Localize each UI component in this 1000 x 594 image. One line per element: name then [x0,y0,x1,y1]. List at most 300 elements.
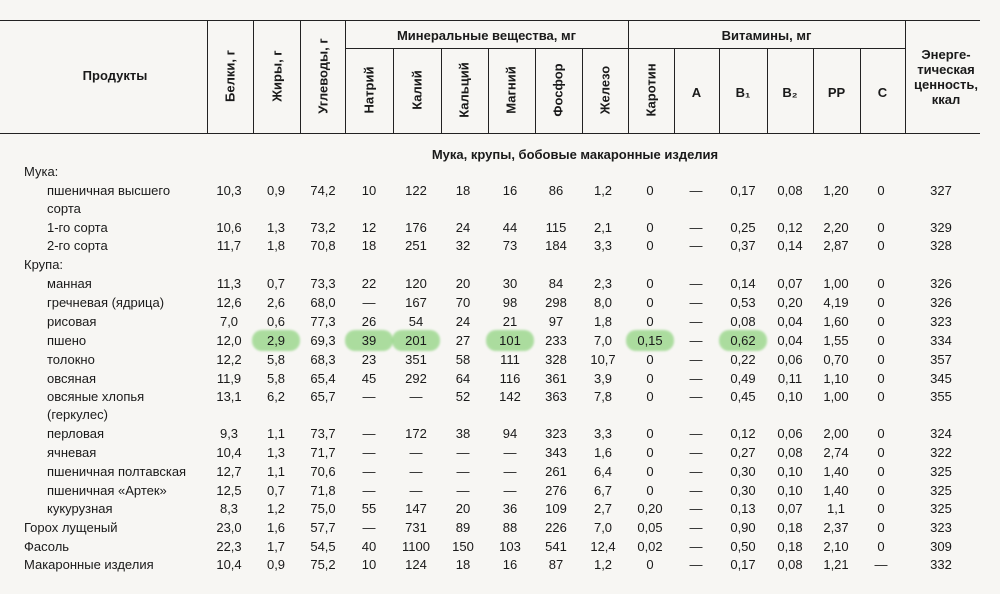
product-name: Макаронные изделия [24,557,154,572]
cell-carotene: 0 [646,445,654,460]
cell-vitPP: 1,00 [823,276,849,291]
cell-vitC: 0 [877,183,885,198]
cell-calcium: 70 [455,295,471,310]
table-row [0,389,1000,407]
cell-magnesium: 16 [502,183,518,198]
cell-carbs: 75,2 [310,557,336,572]
cell-energy: 325 [930,501,952,516]
cell-vitB1: 0,14 [730,276,756,291]
cell-magnesium: 98 [502,295,518,310]
header-sodium: Натрий [361,66,377,114]
product-name: манная [47,276,92,291]
cell-energy: 323 [930,314,952,329]
cell-carotene: 0 [646,183,654,198]
header-vit-b2: B₂ [782,85,798,100]
cell-energy: 357 [930,352,952,367]
cell-protein: 12,6 [216,295,242,310]
cell-vitC: 0 [877,539,885,554]
cell-potassium: 124 [405,557,427,572]
table-row [0,557,1000,575]
col-rule [441,48,442,133]
cell-protein: 9,3 [219,426,239,441]
table-row [0,539,1000,557]
cell-iron: 6,4 [593,464,613,479]
cell-vitB1: 0,17 [730,183,756,198]
cell-iron: 3,9 [593,371,613,386]
cell-iron: 3,3 [593,238,613,253]
cell-potassium: 201 [405,333,427,348]
cell-vitA: — [689,220,703,235]
product-name: пшено [47,333,87,348]
cell-vitB1: 0,12 [730,426,756,441]
cell-phosphorus: 87 [548,557,564,572]
cell-vitA: — [689,314,703,329]
cell-carbs: 65,7 [310,389,336,404]
header-bottom-rule [0,133,980,134]
cell-fat: 0,9 [266,183,286,198]
cell-vitA: — [689,426,703,441]
cell-carotene: 0 [646,464,654,479]
cell-vitB2: 0,11 [777,371,803,386]
cell-vitPP: 2,00 [823,426,849,441]
cell-vitA: — [689,445,703,460]
cell-iron: 1,6 [593,445,613,460]
cell-vitPP: 1,20 [823,183,849,198]
cell-sodium: 22 [361,276,377,291]
cell-calcium: 64 [455,371,471,386]
cell-carotene: 0 [646,314,654,329]
cell-vitA: — [689,389,703,404]
header-vit-a: А [691,85,702,100]
cell-carbs: 73,2 [310,220,336,235]
col-rule [253,20,254,133]
cell-phosphorus: 97 [548,314,564,329]
cell-magnesium: — [503,445,517,460]
cell-vitPP: 0,70 [823,352,849,367]
cell-calcium: 89 [455,520,471,535]
cell-fat: 0,6 [266,314,286,329]
cell-vitB2: 0,10 [777,389,803,404]
cell-carotene: 0,05 [637,520,663,535]
cell-carotene: 0 [646,371,654,386]
cell-vitC: 0 [877,295,885,310]
cell-fat: 1,6 [266,520,286,535]
cell-magnesium: 101 [499,333,521,348]
cell-phosphorus: 363 [545,389,567,404]
cell-vitB2: 0,10 [777,464,803,479]
cell-calcium: 24 [455,314,471,329]
cell-vitB2: 0,18 [777,539,803,554]
cell-phosphorus: 184 [545,238,567,253]
cell-vitB1: 0,45 [730,389,756,404]
table-row [0,483,1000,501]
cell-potassium: — [409,483,423,498]
header-carbs: Углеводы, г [315,38,331,114]
cell-vitB1: 0,50 [730,539,756,554]
cell-vitB2: 0,08 [777,183,803,198]
product-name: пшеничная «Артек» [47,483,167,498]
cell-potassium: 167 [405,295,427,310]
cell-vitB1: 0,13 [730,501,756,516]
col-rule [535,48,536,133]
cell-vitB2: 0,12 [777,220,803,235]
cell-vitA: — [689,464,703,479]
cell-vitPP: 1,21 [823,557,849,572]
cell-potassium: 120 [405,276,427,291]
cell-energy: 323 [930,520,952,535]
cell-protein: 23,0 [216,520,242,535]
cell-vitC: 0 [877,464,885,479]
product-name: кукурузная [47,501,113,516]
cell-magnesium: 142 [499,389,521,404]
cell-vitB2: 0,10 [777,483,803,498]
table-row [0,257,1000,275]
cell-carotene: 0 [646,220,654,235]
cell-protein: 11,3 [216,276,242,291]
product-name: сорта [47,201,81,216]
cell-calcium: 58 [455,352,471,367]
cell-carbs: 77,3 [310,314,336,329]
cell-protein: 12,2 [216,352,242,367]
cell-energy: 327 [930,183,952,198]
cell-protein: 8,3 [219,501,239,516]
cell-magnesium: 36 [502,501,518,516]
cell-fat: 6,2 [266,389,286,404]
cell-vitB2: 0,08 [777,445,803,460]
cell-sodium: 23 [361,352,377,367]
cell-potassium: 251 [405,238,427,253]
cell-vitA: — [689,333,703,348]
cell-calcium: 52 [455,389,471,404]
header-vit-c: C [877,85,888,100]
cell-energy: 345 [930,371,952,386]
cell-vitC: 0 [877,333,885,348]
cell-phosphorus: 233 [545,333,567,348]
cell-protein: 13,1 [216,389,242,404]
table-row [0,164,1000,182]
cell-magnesium: — [503,483,517,498]
cell-vitA: — [689,276,703,291]
cell-vitB1: 0,53 [730,295,756,310]
cell-phosphorus: 261 [545,464,567,479]
cell-iron: 1,2 [593,557,613,572]
cell-carbs: 74,2 [310,183,336,198]
cell-fat: 1,3 [266,445,286,460]
cell-carotene: 0,20 [637,501,663,516]
cell-protein: 10,4 [216,445,242,460]
cell-calcium: 32 [455,238,471,253]
cell-vitPP: 1,1 [826,501,846,516]
header-energy-line: тическая [917,62,975,77]
col-rule [207,20,208,133]
cell-vitA: — [689,557,703,572]
cell-vitB1: 0,37 [730,238,756,253]
cell-vitA: — [689,371,703,386]
cell-vitC: 0 [877,276,885,291]
cell-iron: 6,7 [593,483,613,498]
cell-fat: 0,9 [266,557,286,572]
cell-calcium: 24 [455,220,471,235]
cell-vitB1: 0,17 [730,557,756,572]
cell-carbs: 65,4 [310,371,336,386]
cell-fat: 5,8 [266,352,286,367]
cell-carbs: 69,3 [310,333,336,348]
cell-vitPP: 1,60 [823,314,849,329]
header-top-rule [0,20,980,21]
table-row [0,183,1000,201]
cell-fat: 0,7 [266,276,286,291]
cell-magnesium: 94 [502,426,518,441]
cell-vitB2: 0,14 [777,238,803,253]
cell-potassium: — [409,445,423,460]
table-header [0,0,1000,135]
cell-protein: 12,7 [216,464,242,479]
cell-carbs: 71,7 [310,445,336,460]
cell-fat: 1,3 [266,220,286,235]
cell-sodium: 45 [361,371,377,386]
cell-phosphorus: 86 [548,183,564,198]
table-row [0,371,1000,389]
header-phosphorus: Фосфор [550,63,566,117]
cell-vitB1: 0,25 [730,220,756,235]
cell-calcium: 38 [455,426,471,441]
cell-carbs: 54,5 [310,539,336,554]
cell-potassium: 176 [405,220,427,235]
cell-sodium: — [362,426,376,441]
col-rule [300,20,301,133]
header-fat: Жиры, г [269,50,285,102]
cell-iron: 1,8 [593,314,613,329]
product-name: 2-го сорта [47,238,108,253]
cell-iron: 1,2 [593,183,613,198]
product-name: пшеничная полтавская [47,464,187,479]
table-row [0,445,1000,463]
cell-vitC: 0 [877,314,885,329]
cell-protein: 10,6 [216,220,242,235]
cell-calcium: 27 [455,333,471,348]
cell-carbs: 73,3 [310,276,336,291]
cell-phosphorus: 298 [545,295,567,310]
cell-magnesium: 116 [499,371,521,386]
cell-vitB2: 0,06 [777,426,803,441]
cell-magnesium: 44 [502,220,518,235]
table-row [0,295,1000,313]
cell-magnesium: 73 [502,238,518,253]
cell-fat: 1,8 [266,238,286,253]
cell-vitC: — [874,557,888,572]
cell-phosphorus: 328 [545,352,567,367]
cell-sodium: 18 [361,238,377,253]
cell-vitPP: 4,19 [823,295,849,310]
product-name: (геркулес) [47,407,108,422]
table-row [0,501,1000,519]
cell-protein: 11,9 [216,371,242,386]
cell-phosphorus: 84 [548,276,564,291]
cell-protein: 10,3 [216,183,242,198]
cell-iron: 7,0 [593,333,613,348]
cell-sodium: 39 [361,333,377,348]
cell-carotene: 0 [646,483,654,498]
header-energy-line: Энерге- [921,47,971,62]
cell-sodium: — [362,464,376,479]
header-carotene: Каротин [643,63,659,117]
cell-phosphorus: 343 [545,445,567,460]
product-name: 1-го сорта [47,220,108,235]
product-name: ячневая [47,445,97,460]
cell-vitPP: 2,20 [823,220,849,235]
cell-potassium: — [409,464,423,479]
header-potassium: Калий [409,70,425,110]
cell-vitPP: 2,10 [823,539,849,554]
cell-iron: 2,7 [593,501,613,516]
cell-carbs: 70,6 [310,464,336,479]
cell-energy: 334 [930,333,952,348]
header-energy-line: ккал [931,92,961,107]
product-name: Крупа: [24,257,64,272]
cell-phosphorus: 541 [545,539,567,554]
cell-energy: 329 [930,220,952,235]
cell-magnesium: 103 [499,539,521,554]
cell-magnesium: 16 [502,557,518,572]
cell-fat: 5,8 [266,371,286,386]
cell-carotene: 0 [646,426,654,441]
cell-phosphorus: 115 [545,220,567,235]
table-row [0,352,1000,370]
cell-vitC: 0 [877,426,885,441]
product-name: рисовая [47,314,97,329]
cell-carbs: 71,8 [310,483,336,498]
cell-carotene: 0 [646,557,654,572]
cell-carotene: 0,02 [637,539,663,554]
cell-potassium: — [409,389,423,404]
product-name: овсяная [47,371,96,386]
cell-energy: 309 [930,539,952,554]
cell-calcium: — [456,464,470,479]
cell-calcium: 20 [455,276,471,291]
cell-vitA: — [689,501,703,516]
col-rule [393,48,394,133]
cell-sodium: 55 [361,501,377,516]
cell-fat: 1,2 [266,501,286,516]
cell-iron: 12,4 [590,539,616,554]
cell-vitB1: 0,49 [730,371,756,386]
cell-potassium: 292 [405,371,427,386]
cell-vitA: — [689,183,703,198]
cell-magnesium: 30 [502,276,518,291]
table-row [0,407,1000,425]
cell-iron: 10,7 [590,352,616,367]
product-name: перловая [47,426,105,441]
cell-sodium: — [362,483,376,498]
product-name: Горох лущеный [24,520,118,535]
cell-carotene: 0 [646,352,654,367]
cell-vitC: 0 [877,520,885,535]
cell-protein: 7,0 [219,314,239,329]
cell-vitB1: 0,27 [730,445,756,460]
cell-vitPP: 2,37 [823,520,849,535]
cell-phosphorus: 226 [545,520,567,535]
cell-vitA: — [689,520,703,535]
cell-potassium: 731 [405,520,427,535]
table-row [0,333,1000,351]
cell-carbs: 57,7 [310,520,336,535]
table-row [0,201,1000,219]
cell-sodium: — [362,520,376,535]
cell-vitC: 0 [877,371,885,386]
header-vit-pp: PP [827,85,846,100]
table-row [0,520,1000,538]
cell-phosphorus: 361 [545,371,567,386]
cell-fat: 1,7 [266,539,286,554]
cell-fat: 2,9 [266,333,286,348]
cell-energy: 328 [930,238,952,253]
table-row [0,426,1000,444]
cell-calcium: 150 [452,539,474,554]
cell-carotene: 0,15 [637,333,663,348]
cell-sodium: 40 [361,539,377,554]
cell-vitC: 0 [877,501,885,516]
cell-energy: 324 [930,426,952,441]
cell-vitC: 0 [877,445,885,460]
cell-carotene: 0 [646,238,654,253]
cell-carotene: 0 [646,276,654,291]
cell-potassium: 1100 [402,539,430,554]
cell-carbs: 68,3 [310,352,336,367]
cell-potassium: 351 [405,352,427,367]
cell-vitC: 0 [877,238,885,253]
product-name: толокно [47,352,95,367]
cell-vitA: — [689,539,703,554]
cell-potassium: 122 [405,183,427,198]
header-protein: Белки, г [222,50,238,102]
cell-vitC: 0 [877,352,885,367]
cell-sodium: — [362,445,376,460]
product-name: гречневая (ядрица) [47,295,165,310]
header-energy-line: ценность, [914,77,978,92]
cell-energy: 325 [930,483,952,498]
cell-vitB2: 0,08 [777,557,803,572]
cell-magnesium: 111 [500,352,520,367]
cell-fat: 1,1 [266,426,286,441]
cell-vitB2: 0,18 [777,520,803,535]
cell-iron: 3,3 [593,426,613,441]
cell-vitC: 0 [877,483,885,498]
header-group-rule [345,48,905,49]
cell-energy: 325 [930,464,952,479]
header-calcium: Кальций [456,62,472,118]
table-row [0,464,1000,482]
cell-energy: 326 [930,295,952,310]
cell-vitA: — [689,352,703,367]
cell-energy: 355 [930,389,952,404]
cell-carbs: 68,0 [310,295,336,310]
cell-iron: 2,1 [593,220,613,235]
cell-vitB2: 0,07 [777,276,803,291]
cell-vitB1: 0,22 [730,352,756,367]
cell-calcium: 18 [455,183,471,198]
table-row [0,238,1000,256]
cell-carbs: 75,0 [310,501,336,516]
cell-vitPP: 2,74 [823,445,849,460]
cell-calcium: — [456,445,470,460]
cell-energy: 322 [930,445,952,460]
cell-sodium: — [362,389,376,404]
cell-vitPP: 1,40 [823,464,849,479]
header-vitamins: Витамины, мг [721,28,812,43]
cell-potassium: 54 [408,314,424,329]
header-minerals: Минеральные вещества, мг [396,28,577,43]
table-row [0,276,1000,294]
